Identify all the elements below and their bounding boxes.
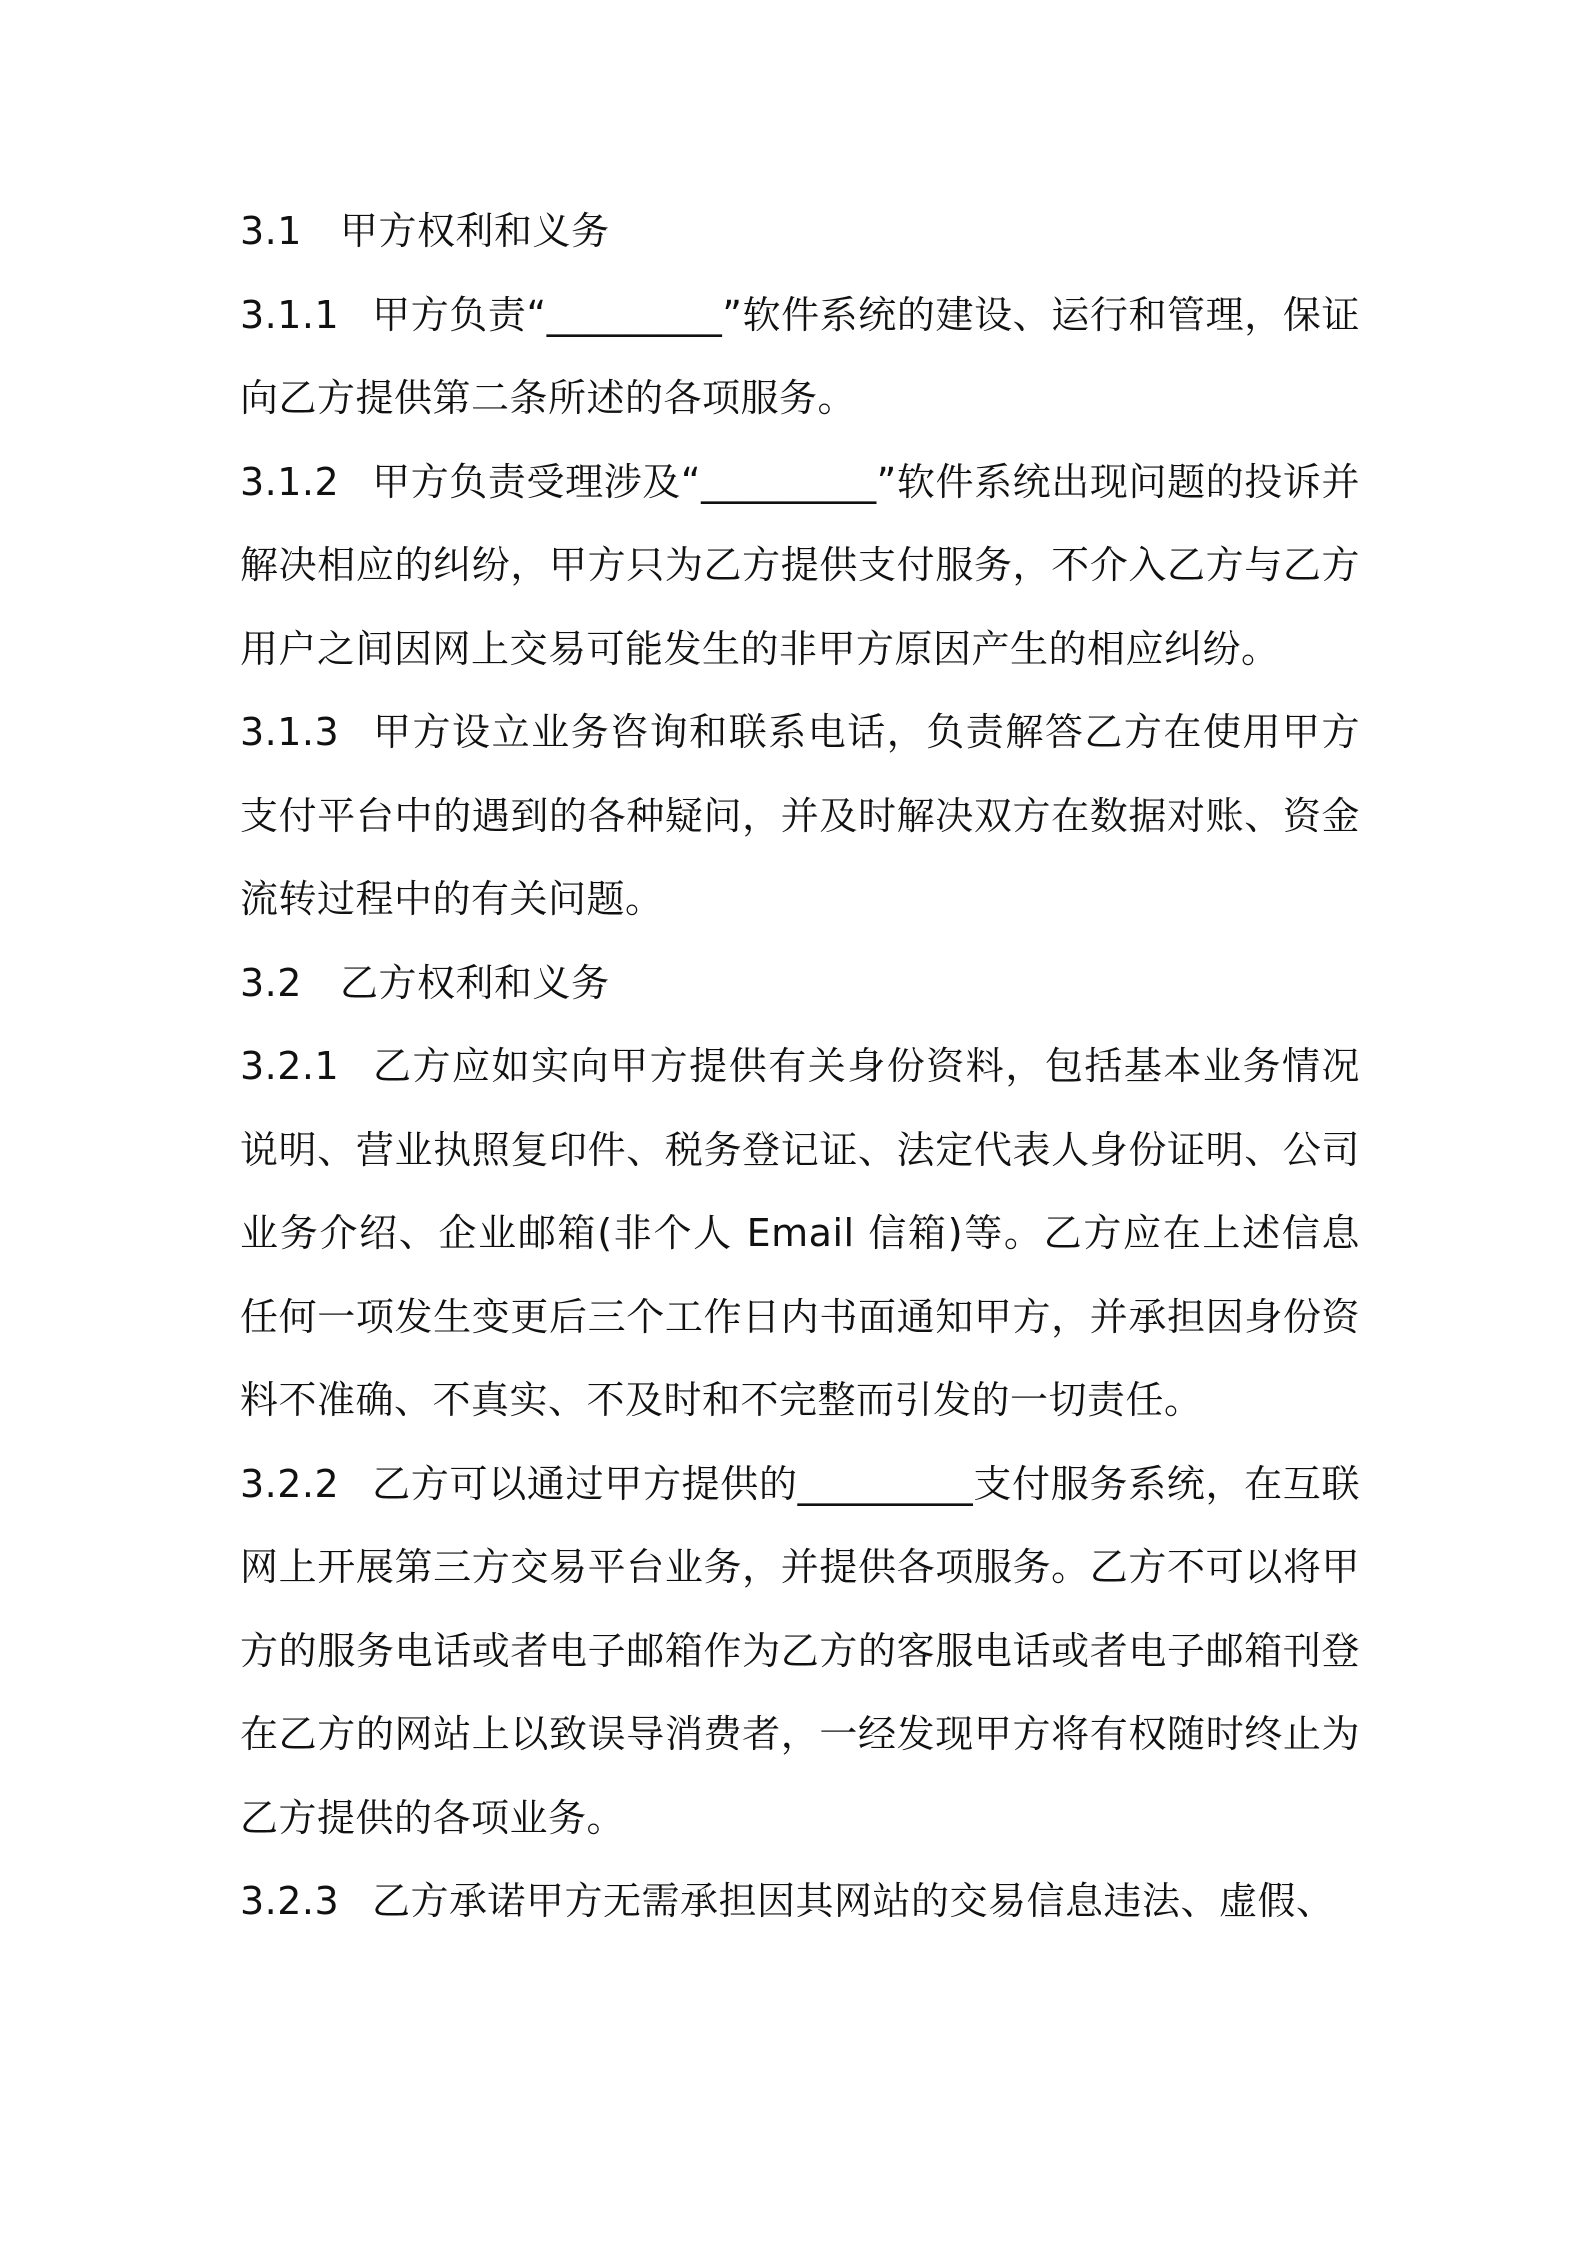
clause-number: 3.2.2 [240, 1461, 340, 1506]
clause-3-2-1 [240, 1025, 1360, 1443]
clause-number: 3.1.1 [240, 292, 340, 337]
document-body [240, 190, 1360, 1944]
clause-3-1-2 [240, 441, 1360, 692]
clause-number: 3.1.3 [240, 710, 340, 754]
clause-3-1-3 [240, 691, 1360, 942]
clause-number: 3.1.2 [240, 459, 340, 504]
clause-text: 乙方承诺甲方无需承担因其网站的交易信息违法、虚假、 [372, 1879, 1335, 1923]
clause-number: 3.2 [240, 960, 302, 1005]
clause-text: 甲方设立业务咨询和联系电话，负责解答乙方在使用甲方支付平台中的遇到的各种疑问，并及时解决双方在数据对账、资金流转过程中的有关问题。 [240, 710, 1360, 921]
clause-number: 3.2.3 [240, 1879, 340, 1923]
clause-3-1-1 [240, 274, 1360, 441]
clause-3-2-3 [240, 1860, 1360, 1944]
clause-number: 3.1 [240, 209, 302, 253]
clause-3-2-2 [240, 1443, 1360, 1861]
clause-text: 乙方可以通过甲方提供的_________支付服务系统，在互联网上开展第三方交易平台业务，并提供各项服务。乙方不可以将甲方的服务电话或者电子邮箱作为乙方的客服电话或者电子邮箱刊登在乙方的网站上以致误导消费者，一经发现甲方将有权随时终止为乙方提供的各项业务。 [240, 1461, 1360, 1840]
clause-text: 甲方负责受理涉及“_________”软件系统出现问题的投诉并解决相应的纠纷，甲方只为乙方提供支付服务，不介入乙方与乙方用户之间因网上交易可能发生的非甲方原因产生的相应纠纷。 [240, 459, 1360, 671]
clause-text: 甲方负责“_________”软件系统的建设、运行和管理，保证向乙方提供第二条所述的各项服务。 [240, 292, 1360, 420]
section-heading-3-1 [240, 190, 1360, 274]
section-heading-3-2 [240, 942, 1360, 1026]
clause-text: 甲方权利和义务 [340, 209, 610, 253]
clause-text: 乙方权利和义务 [340, 960, 610, 1005]
clause-number: 3.2.1 [240, 1044, 340, 1088]
clause-text: 乙方应如实向甲方提供有关身份资料，包括基本业务情况说明、营业执照复印件、税务登记证、法定代表人身份证明、公司业务介绍、企业邮箱(非个人 Email 信箱)等。乙方应在上述信息任何一项发生变更后三个工作日内书面通知甲方，并承担因身份资料不准确、不真实、不及时和不完整而引发的一切责任。 [240, 1044, 1360, 1422]
